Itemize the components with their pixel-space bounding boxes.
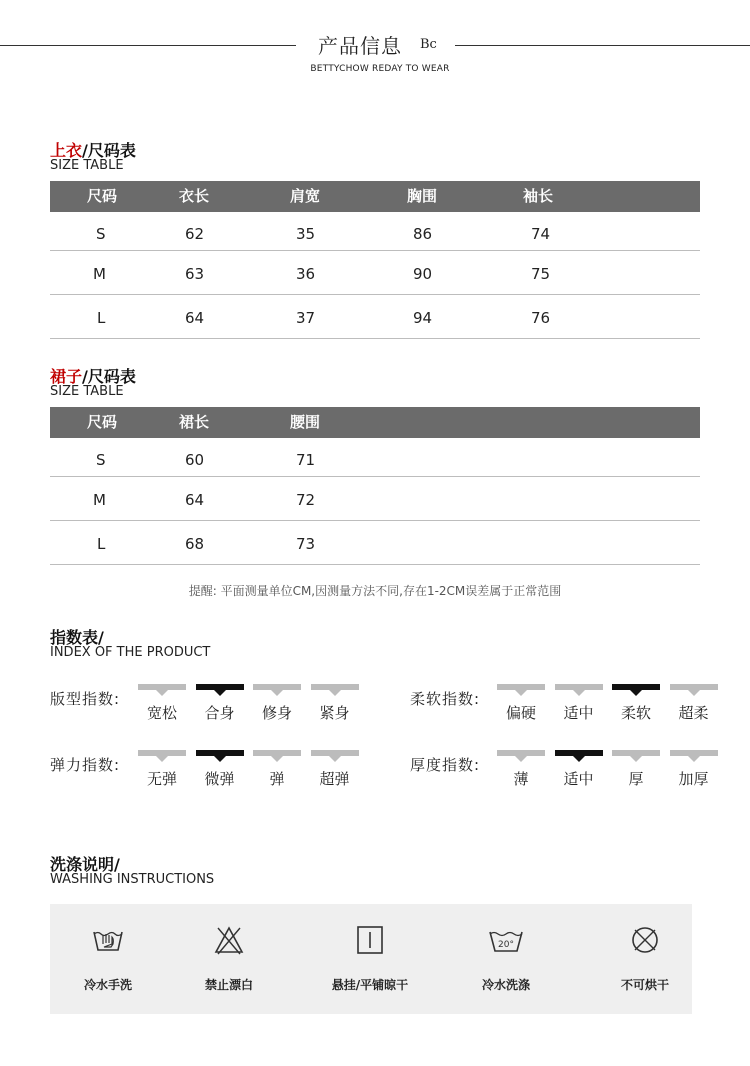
skirt-table-subtitle: SIZE TABLE bbox=[50, 384, 124, 399]
wash-20-icon bbox=[486, 922, 526, 958]
column-header: 尺码 bbox=[87, 413, 118, 431]
column-header: 衣长 bbox=[179, 187, 210, 205]
table-cell: S bbox=[96, 225, 106, 243]
table-cell: 68 bbox=[185, 535, 205, 553]
table-cell: M bbox=[93, 265, 106, 283]
table-cell: 36 bbox=[296, 265, 316, 283]
column-header: 胸围 bbox=[407, 187, 438, 205]
table-cell: S bbox=[96, 451, 106, 469]
index-option bbox=[555, 684, 603, 724]
index-option-label: 超弹 bbox=[319, 770, 350, 788]
index-option-label: 合身 bbox=[204, 704, 235, 722]
washing-subtitle: WASHING INSTRUCTIONS bbox=[50, 872, 215, 887]
page-title: 产品信息 bbox=[318, 34, 402, 58]
wash-item bbox=[48, 904, 168, 1014]
table-cell: L bbox=[97, 535, 106, 553]
index-option bbox=[138, 750, 186, 790]
index-option-label: 柔软 bbox=[620, 704, 651, 722]
index-title: 指数表/ bbox=[50, 628, 104, 647]
index-marker bbox=[214, 756, 226, 762]
washing-panel bbox=[50, 904, 692, 1014]
table-cell: 74 bbox=[531, 225, 551, 243]
table-row bbox=[50, 295, 700, 339]
header-line-left bbox=[0, 45, 296, 46]
wash-item bbox=[310, 904, 430, 1014]
column-header: 袖长 bbox=[523, 187, 554, 205]
index-option-selected bbox=[196, 684, 244, 724]
wash-item bbox=[169, 904, 289, 1014]
table-cell: L bbox=[97, 309, 106, 327]
wash-item bbox=[446, 904, 566, 1014]
index-marker bbox=[573, 756, 585, 762]
column-header: 尺码 bbox=[87, 187, 118, 205]
index-option-label: 厚 bbox=[628, 770, 644, 788]
index-option bbox=[612, 750, 660, 790]
table-cell: 64 bbox=[185, 309, 205, 327]
no-bleach-icon bbox=[209, 922, 249, 958]
index-option-selected bbox=[612, 684, 660, 724]
index-marker bbox=[214, 690, 226, 696]
table-cell: 60 bbox=[185, 451, 205, 469]
table-cell: 71 bbox=[296, 451, 316, 469]
index-option-selected bbox=[196, 750, 244, 790]
index-marker bbox=[156, 690, 168, 696]
top-table-header bbox=[50, 181, 700, 212]
index-option bbox=[670, 684, 718, 724]
table-cell: M bbox=[93, 491, 106, 509]
column-header: 肩宽 bbox=[290, 187, 321, 205]
index-option bbox=[311, 684, 359, 724]
index-marker bbox=[156, 756, 168, 762]
index-option bbox=[497, 684, 545, 724]
index-option bbox=[497, 750, 545, 790]
index-marker bbox=[329, 690, 341, 696]
table-cell: 64 bbox=[185, 491, 205, 509]
table-cell: 73 bbox=[296, 535, 316, 553]
index-marker bbox=[515, 756, 527, 762]
index-option-label: 修身 bbox=[261, 704, 292, 722]
index-option-label: 薄 bbox=[513, 770, 529, 788]
column-header: 腰围 bbox=[290, 413, 321, 431]
index-label: 厚度指数: bbox=[410, 756, 481, 774]
index-label: 弹力指数: bbox=[50, 756, 121, 774]
index-marker bbox=[271, 690, 283, 696]
index-marker bbox=[329, 756, 341, 762]
index-marker bbox=[630, 690, 642, 696]
wash-label: 不可烘干 bbox=[620, 978, 669, 992]
index-option-label: 适中 bbox=[563, 770, 594, 788]
index-label: 版型指数: bbox=[50, 690, 121, 708]
hand-wash-icon bbox=[88, 922, 128, 958]
index-option bbox=[311, 750, 359, 790]
index-option-label: 宽松 bbox=[146, 704, 177, 722]
wash-temperature: 20° bbox=[498, 940, 514, 950]
skirt-table-title-rest: /尺码表 bbox=[82, 367, 136, 386]
index-marker bbox=[688, 756, 700, 762]
wash-label: 禁止漂白 bbox=[204, 978, 253, 992]
index-option-label: 加厚 bbox=[678, 770, 709, 788]
measurement-note: 提醒: 平面测量单位CM,因测量方法不同,存在1-2CM误差属于正常范围 bbox=[188, 584, 562, 598]
top-table-subtitle: SIZE TABLE bbox=[50, 158, 124, 173]
wash-label: 悬挂/平铺晾干 bbox=[331, 978, 409, 992]
wash-label: 冷水手洗 bbox=[83, 978, 132, 992]
index-marker bbox=[271, 756, 283, 762]
no-tumble-dry-icon bbox=[625, 922, 665, 958]
index-option bbox=[138, 684, 186, 724]
skirt-table-title-red: 裙子 bbox=[50, 367, 83, 386]
index-option-label: 紧身 bbox=[319, 704, 350, 722]
wash-label: 冷水洗涤 bbox=[481, 978, 530, 992]
table-cell: 76 bbox=[531, 309, 551, 327]
brand-logo: Bc bbox=[420, 37, 437, 52]
index-marker bbox=[630, 756, 642, 762]
skirt-table-header bbox=[50, 407, 700, 438]
wash-item bbox=[585, 904, 705, 1014]
index-option-label: 适中 bbox=[563, 704, 594, 722]
table-row bbox=[50, 477, 700, 521]
index-marker bbox=[515, 690, 527, 696]
table-row bbox=[50, 212, 700, 251]
line-dry-icon bbox=[350, 922, 390, 958]
table-row bbox=[50, 521, 700, 565]
table-cell: 86 bbox=[413, 225, 433, 243]
index-option bbox=[670, 750, 718, 790]
table-cell: 37 bbox=[296, 309, 316, 327]
index-label: 柔软指数: bbox=[410, 690, 481, 708]
top-table-title-rest: /尺码表 bbox=[82, 141, 136, 160]
table-cell: 35 bbox=[296, 225, 316, 243]
index-option-label: 无弹 bbox=[146, 770, 177, 788]
index-subtitle: INDEX OF THE PRODUCT bbox=[50, 645, 211, 660]
index-option bbox=[253, 684, 301, 724]
table-cell: 63 bbox=[185, 265, 205, 283]
page-subtitle: BETTYCHOW REDAY TO WEAR bbox=[310, 64, 450, 74]
index-marker bbox=[688, 690, 700, 696]
table-cell: 94 bbox=[413, 309, 433, 327]
index-option-label: 弹 bbox=[269, 770, 285, 788]
table-cell: 90 bbox=[413, 265, 433, 283]
index-option-label: 微弹 bbox=[204, 770, 235, 788]
column-header: 裙长 bbox=[179, 413, 210, 431]
index-option-label: 偏硬 bbox=[505, 704, 536, 722]
table-cell: 75 bbox=[531, 265, 551, 283]
table-row bbox=[50, 438, 700, 477]
table-cell: 62 bbox=[185, 225, 205, 243]
table-cell: 72 bbox=[296, 491, 316, 509]
index-option bbox=[253, 750, 301, 790]
top-table-title-red: 上衣 bbox=[50, 141, 83, 160]
header-line-right bbox=[455, 45, 750, 46]
index-marker bbox=[573, 690, 585, 696]
washing-title: 洗涤说明/ bbox=[50, 855, 120, 874]
table-row bbox=[50, 251, 700, 295]
index-option-selected bbox=[555, 750, 603, 790]
index-option-label: 超柔 bbox=[678, 704, 709, 722]
